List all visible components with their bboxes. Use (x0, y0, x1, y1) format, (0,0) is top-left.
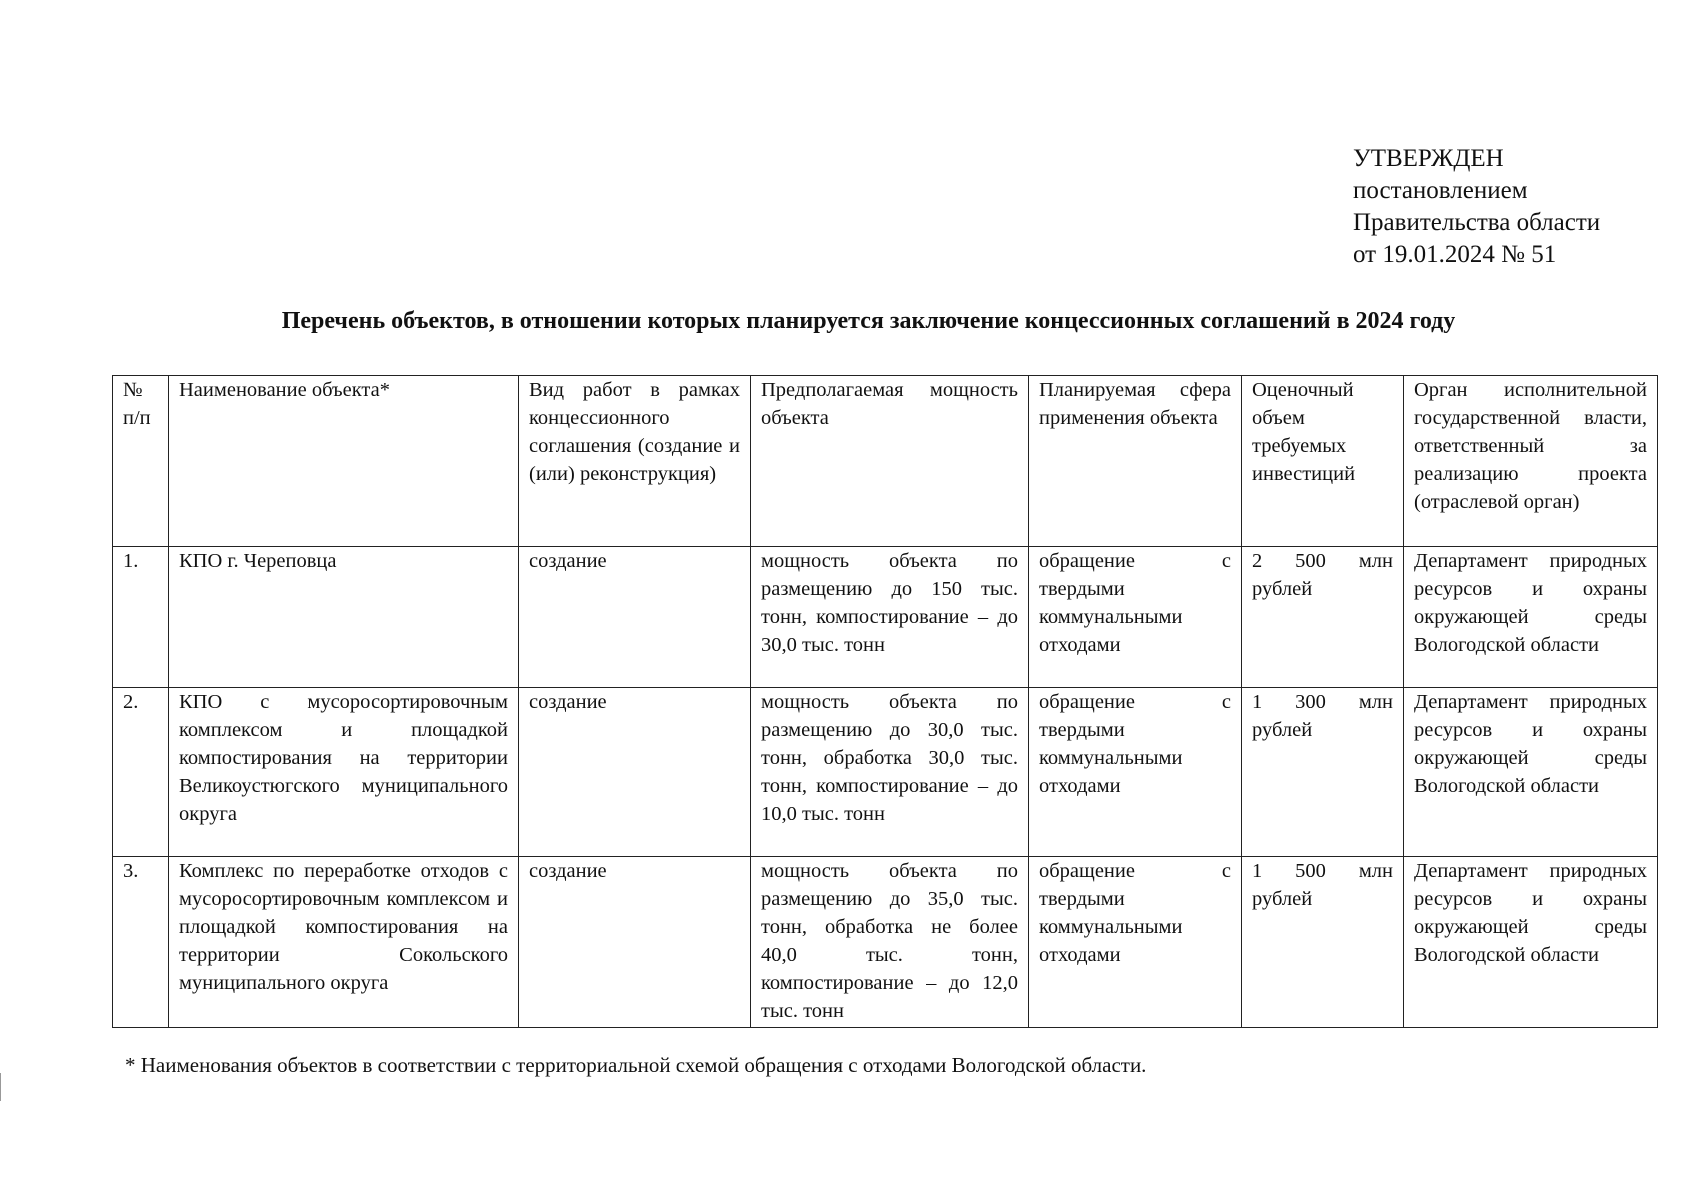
row-number: 1. (113, 547, 169, 688)
row-application-area: обращение с твердыми коммунальными отходами (1029, 857, 1242, 1028)
row-investment: 2 500 млн рублей (1242, 547, 1404, 688)
row-investment: 1 300 млн рублей (1242, 688, 1404, 857)
row-capacity: мощность объекта по размещению до 35,0 тыс. тонн, обработка не более 40,0 тыс. тонн, компостирование – до 12,0 тыс. тонн (751, 857, 1029, 1028)
row-work-type: создание (519, 547, 751, 688)
scan-margin-mark (0, 1073, 7, 1101)
row-work-type: создание (519, 857, 751, 1028)
row-number: 3. (113, 857, 169, 1028)
footnote: * Наименования объектов в соответствии с территориальной схемой обращения с отходами Вологодской области. (125, 1053, 1147, 1077)
row-object-name: КПО г. Череповца (169, 547, 519, 688)
header-capacity: Предполагаемая мощность объекта (751, 376, 1029, 547)
header-object-name: Наименование объекта* (169, 376, 519, 547)
row-application-area: обращение с твердыми коммунальными отходами (1029, 547, 1242, 688)
header-responsible-body: Орган исполнительной государственной власти, ответственный за реализацию проекта (отраслевой орган) (1404, 376, 1658, 547)
approval-block (1353, 143, 1600, 271)
header-work-type: Вид работ в рамках концессионного соглашения (создание и (или) реконструкция) (519, 376, 751, 547)
row-responsible-body: Департамент природных ресурсов и охраны окружающей среды Вологодской области (1404, 688, 1658, 857)
row-responsible-body: Департамент природных ресурсов и охраны окружающей среды Вологодской области (1404, 547, 1658, 688)
approval-authority: Правительства области (1353, 209, 1601, 236)
table-row (113, 857, 1658, 1028)
header-application-area: Планируемая сфера применения объекта (1029, 376, 1242, 547)
approval-by: постановлением (1353, 177, 1528, 204)
row-capacity: мощность объекта по размещению до 30,0 тыс. тонн, обработка 30,0 тыс. тонн, компостирование – до 10,0 тыс. тонн (751, 688, 1029, 857)
table-row (113, 688, 1658, 857)
document-title: Перечень объектов, в отношении которых планируется заключение концессионных соглашений в 2024 году (281, 308, 1456, 334)
header-number: № п/п (113, 376, 169, 547)
table-header-row (113, 376, 1658, 547)
row-responsible-body: Департамент природных ресурсов и охраны окружающей среды Вологодской области (1404, 857, 1658, 1028)
row-work-type: создание (519, 688, 751, 857)
approval-date-number: от 19.01.2024 № 51 (1353, 241, 1557, 268)
objects-table (112, 375, 1658, 1028)
row-object-name: Комплекс по переработке отходов с мусоросортировочным комплексом и площадкой компостирования на территории Сокольского муниципального округа (169, 857, 519, 1028)
row-investment: 1 500 млн рублей (1242, 857, 1404, 1028)
approval-stamp: УТВЕРЖДЕН (1353, 145, 1504, 172)
row-object-name: КПО с мусоросортировочным комплексом и площадкой компостирования на территории Великоустюгского муниципального округа (169, 688, 519, 857)
row-capacity: мощность объекта по размещению до 150 тыс. тонн, компостирование – до 30,0 тыс. тонн (751, 547, 1029, 688)
row-number: 2. (113, 688, 169, 857)
table-row (113, 547, 1658, 688)
row-application-area: обращение с твердыми коммунальными отходами (1029, 688, 1242, 857)
header-investment: Оценочный объем требуемых инвестиций (1242, 376, 1404, 547)
